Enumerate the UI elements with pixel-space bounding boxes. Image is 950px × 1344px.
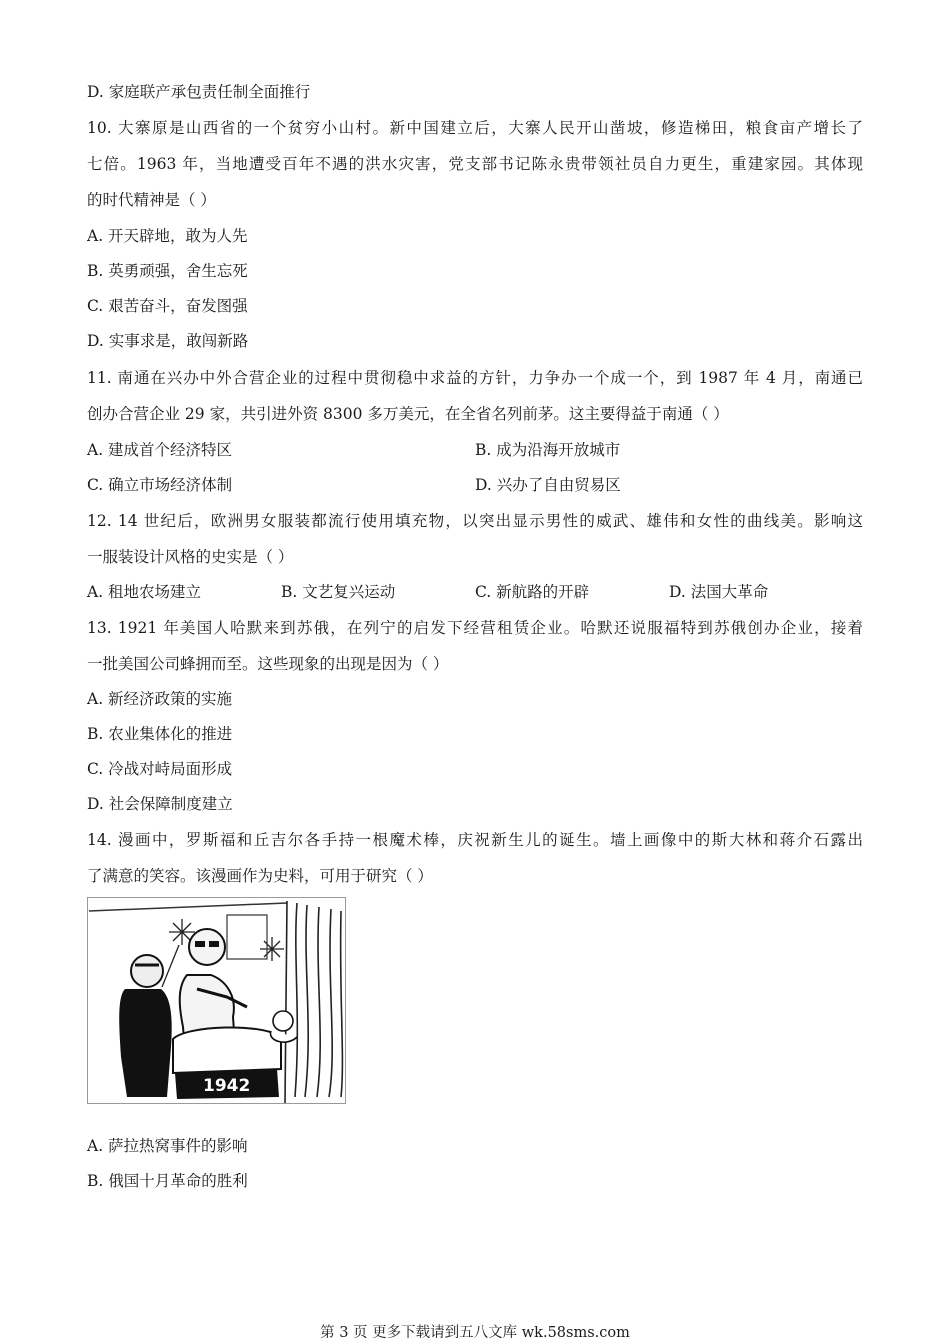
question-13-option-b: B. 农业集体化的推进	[87, 725, 233, 743]
question-11-option-a: A. 建成首个经济特区	[87, 441, 233, 459]
question-12-text: 一服装设计风格的史实是（ ）	[87, 548, 294, 566]
cartoon-year-label: 1942	[203, 1076, 251, 1096]
question-13-option-d: D. 社会保障制度建立	[87, 795, 233, 813]
question-12-option-b: B. 文艺复兴运动	[281, 583, 396, 601]
question-10-text: 七倍。1963 年，当地遭受百年不遇的洪水灾害，党支部书记陈永贵带领社员自力更生，重建家园。其体现	[87, 155, 863, 173]
question-11-option-d: D. 兴办了自由贸易区	[475, 476, 621, 494]
question-12-option-d: D. 法国大革命	[669, 583, 769, 601]
question-10-text: 的时代精神是（ ）	[87, 191, 216, 209]
question-14-text: 14. 漫画中，罗斯福和丘吉尔各手持一根魔术棒，庆祝新生儿的诞生。墙上画像中的斯大林和蒋介石露出	[87, 831, 863, 849]
page-footer: 第 3 页 更多下载请到五八文库 wk.58sms.com	[320, 1325, 630, 1341]
question-10-option-d: D. 实事求是，敢闯新路	[87, 332, 249, 350]
question-12-option-c: C. 新航路的开辟	[475, 583, 590, 601]
question-11-text: 创办合营企业 29 家，共引进外资 8300 多万美元，在全省名列前茅。这主要得益于南通（ ）	[87, 405, 729, 423]
question-10-option-a: A. 开天辟地，敢为人先	[87, 227, 248, 245]
question-12-text: 12. 14 世纪后，欧洲男女服装都流行使用填充物，以突出显示男性的威武、雄伟和女性的曲线美。影响这	[87, 512, 863, 530]
question-14-text: 了满意的笑容。该漫画作为史料，可用于研究（ ）	[87, 867, 433, 885]
cartoon-illustration	[87, 897, 346, 1104]
question-10-option-c: C. 艰苦奋斗，奋发图强	[87, 297, 248, 315]
question-13-text: 一批美国公司蜂拥而至。这些现象的出现是因为（ ）	[87, 655, 449, 673]
question-11-option-b: B. 成为沿海开放城市	[475, 441, 621, 459]
question-11-option-c: C. 确立市场经济体制	[87, 476, 233, 494]
question-13-text: 13. 1921 年美国人哈默来到苏俄，在列宁的启发下经营租赁企业。哈默还说服福特到苏俄创办企业，接着	[87, 619, 863, 637]
question-13-option-c: C. 冷战对峙局面形成	[87, 760, 233, 778]
option-text: D. 家庭联产承包责任制全面推行	[87, 83, 311, 101]
cartoon-image	[87, 897, 346, 1104]
question-11-text: 11. 南通在兴办中外合营企业的过程中贯彻稳中求益的方针，力争办一个成一个，到 1987 年 4 月，南通已	[87, 369, 863, 387]
question-14-option-b: B. 俄国十月革命的胜利	[87, 1172, 248, 1190]
question-14-option-a: A. 萨拉热窝事件的影响	[87, 1137, 248, 1155]
question-10-option-b: B. 英勇顽强，舍生忘死	[87, 262, 248, 280]
question-13-option-a: A. 新经济政策的实施	[87, 690, 233, 708]
question-12-option-a: A. 租地农场建立	[87, 583, 202, 601]
question-10-text: 10. 大寨原是山西省的一个贫穷小山村。新中国建立后，大寨人民开山凿坡，修造梯田，粮食亩产增长了	[87, 119, 863, 137]
